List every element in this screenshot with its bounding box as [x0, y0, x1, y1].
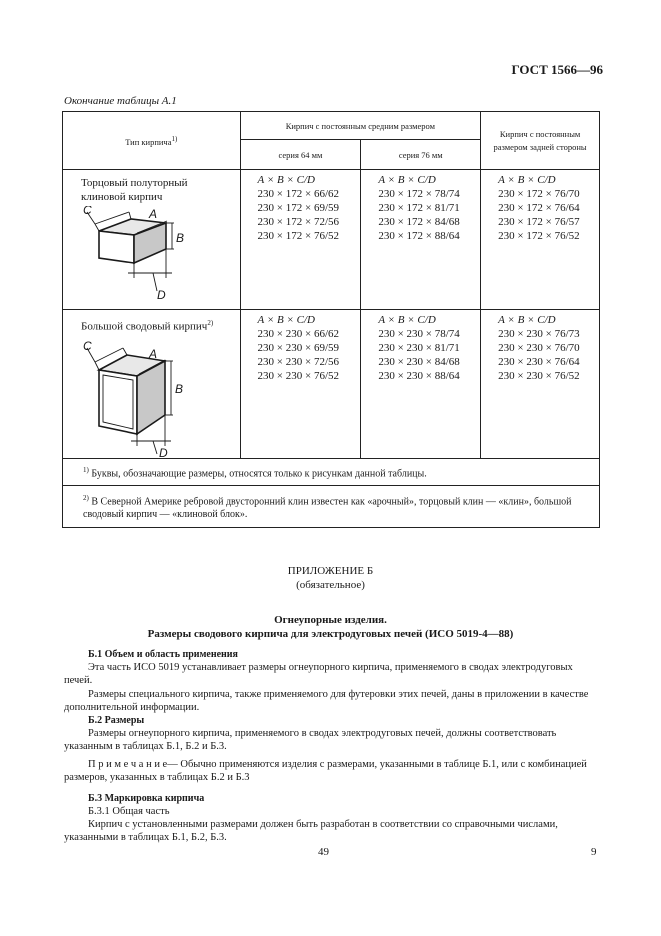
- header-brick-type: Тип кирпича$^{1)}$: [63, 112, 241, 170]
- header-constant-mean: Кирпич с постоянным средним размером: [240, 112, 481, 140]
- label-c: C: [83, 338, 92, 353]
- appendix-heading-1: Огнеупорные изделия.: [274, 614, 387, 626]
- brick-type-cell: [63, 310, 241, 459]
- header-series-76: серия 76 мм: [361, 140, 481, 170]
- brick-table: [62, 111, 600, 528]
- section-b3-title: Б.3 Маркировка кирпича: [88, 793, 205, 804]
- appendix-body: [64, 648, 602, 844]
- label-b: B: [176, 231, 185, 245]
- label-a: A: [149, 346, 158, 361]
- table-footnote-row: [63, 458, 600, 485]
- brick-name: Большой сводовый кирпич$^{2)}$: [81, 319, 214, 333]
- series-64-cell: A × B × C/D 230 × 230 × 66/62 230 × 230 × 69/59 230 × 230 × 72/56 230 × 230 × 76/52: [240, 310, 361, 459]
- section-b3-1-title: Б.3.1 Общая часть: [88, 806, 170, 817]
- page-number-right: 9: [591, 846, 597, 858]
- appendix-heading-2: Размеры сводового кирпича для электродуговых печей (ИСО 5019-4—88): [147, 628, 514, 640]
- note-paragraph: П р и м е ч а н и е— Обычно применяются изделия с размерами, указанными в таблице Б.1, или с комбинацией размеров, указанных в таблицах Б.2 и Б.3: [64, 759, 587, 783]
- appendix-status: (обязательное): [296, 579, 365, 591]
- header-series-64: серия 64 мм: [240, 140, 361, 170]
- rear-cell: A × B × C/D 230 × 230 × 76/73 230 × 230 × 76/70 230 × 230 × 76/64 230 × 230 × 76/52: [481, 310, 600, 459]
- brick-name-cont: клиновой кирпич: [81, 191, 163, 203]
- section-b2-p1: Размеры огнеупорного кирпича, применяемого в сводах электродуговых печей, должны соответствовать указанным в таблицах Б.1, Б.2 и Б.3.: [64, 728, 557, 752]
- standard-number: ГОСТ 1566—96: [511, 62, 603, 77]
- footnote-2: $^{2)}$ В Северной Америке ребровой двусторонний клин известен как «арочный», торцовый клин — «клин», большой сводовый кирпич — «клиновой блок».: [63, 485, 600, 527]
- table-footnote-row: [63, 485, 600, 527]
- section-b1-title: Б.1 Объем и область применения: [88, 649, 238, 660]
- series-76-cell: A × B × C/D 230 × 172 × 78/74 230 × 172 × 81/71 230 × 172 × 84/68 230 × 172 × 88/64: [361, 170, 481, 310]
- header-constant-rear: Кирпич с постоянным размером задней стороны: [481, 112, 600, 170]
- label-c: C: [83, 206, 92, 217]
- end-skew-brick-drawing: [81, 206, 191, 301]
- section-b1-p2: Размеры специального кирпича, также применяемого для футеровки этих печей, даны в приложении в качестве дополнительной информации.: [64, 689, 589, 713]
- footnote-1: $^{1)}$ Буквы, обозначающие размеры, относятся только к рисункам данной таблицы.: [63, 458, 600, 485]
- series-76-cell: A × B × C/D 230 × 230 × 78/74 230 × 230 × 81/71 230 × 230 × 84/68 230 × 230 × 88/64: [361, 310, 481, 459]
- label-b: B: [175, 381, 184, 396]
- series-64-cell: A × B × C/D 230 × 172 × 66/62 230 × 172 × 69/59 230 × 172 × 72/56 230 × 172 × 76/52: [240, 170, 361, 310]
- section-b1-p1: Эта часть ИСО 5019 устанавливает размеры огнеупорного кирпича, применяемого в сводах электродуговых печей.: [64, 662, 573, 686]
- brick-type-cell: [63, 170, 241, 310]
- section-b2-title: Б.2 Размеры: [88, 715, 145, 726]
- table-row: [63, 170, 600, 310]
- table-row: [63, 310, 600, 459]
- rear-cell: A × B × C/D 230 × 172 × 76/70 230 × 172 × 76/64 230 × 172 × 76/57 230 × 172 × 76/52: [481, 170, 600, 310]
- large-arch-brick-drawing: [81, 338, 191, 458]
- page-number-center: 49: [318, 846, 329, 858]
- table-caption: Окончание таблицы А.1: [64, 95, 177, 107]
- label-d: D: [159, 445, 168, 458]
- brick-name: Торцовый полуторный: [81, 177, 188, 189]
- label-a: A: [149, 207, 158, 221]
- section-b3-p1: Кирпич с установленными размерами должен быть разработан в соответствии со справочными числами, указанными в таблицах Б.1, Б.2, Б.3.: [64, 819, 558, 843]
- label-d: D: [157, 288, 166, 301]
- appendix-title: ПРИЛОЖЕНИЕ Б: [287, 565, 374, 577]
